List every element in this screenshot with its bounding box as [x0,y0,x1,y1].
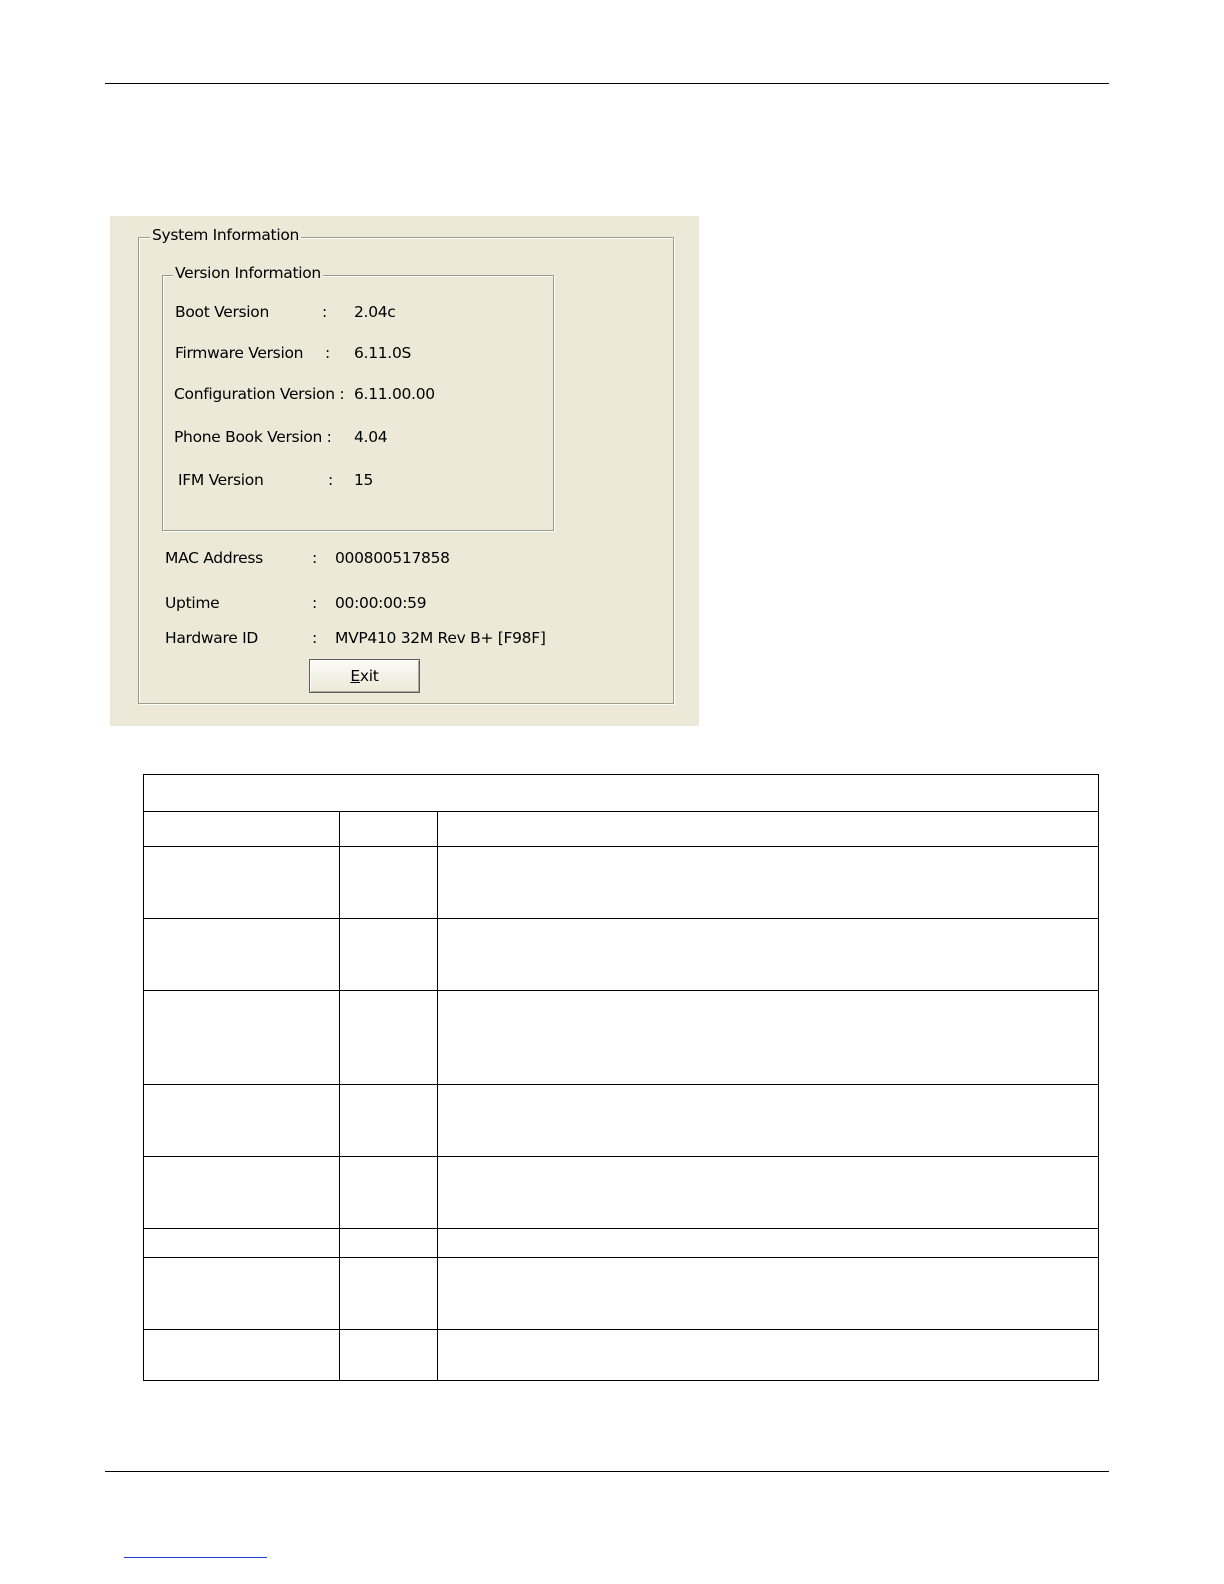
table-cell [144,991,340,1085]
table-cell [144,1258,340,1330]
table-row [144,1085,1099,1157]
firmware-version-label: Firmware Version [175,344,304,362]
table-cell [144,847,340,919]
table-cell [438,1229,1099,1258]
table-cell [340,1085,438,1157]
mac-address-colon: : [312,549,317,567]
table-row [144,1229,1099,1258]
uptime-value: 00:00:00:59 [335,594,427,612]
table-header-row [144,812,1099,847]
table-title-row [144,775,1099,812]
table-cell [438,1258,1099,1330]
exit-button-label: xit [359,667,379,685]
system-information-dialog [110,216,699,726]
table-header-cell [438,812,1099,847]
phone-book-version-label: Phone Book Version : [174,428,332,446]
uptime-colon: : [312,594,317,612]
ifm-version-colon: : [328,471,333,489]
table-cell [340,1229,438,1258]
boot-version-label: Boot Version [175,303,270,321]
version-information-title: Version Information [175,264,321,282]
hardware-id-label: Hardware ID [165,629,258,647]
footer-rule [105,1471,1109,1472]
mac-address-label: MAC Address [165,549,263,567]
table-cell [144,919,340,991]
header-rule [105,83,1109,84]
exit-button[interactable] [309,659,420,693]
table-cell [340,1258,438,1330]
configuration-version-label: Configuration Version : [174,385,345,403]
table-cell [340,1330,438,1381]
boot-version-colon: : [322,303,327,321]
configuration-version-value: 6.11.00.00 [354,385,435,403]
table-row [144,919,1099,991]
table-cell [438,919,1099,991]
table-cell [144,1157,340,1229]
hardware-id-colon: : [312,629,317,647]
table-cell [438,991,1099,1085]
footer-link-underline[interactable] [124,1557,267,1558]
table-cell [340,847,438,919]
table-row [144,1258,1099,1330]
table-cell [438,1157,1099,1229]
table-row [144,991,1099,1085]
uptime-label: Uptime [165,594,220,612]
table-header-cell [144,812,340,847]
table-title-cell [144,775,1099,812]
mac-address-value: 000800517858 [335,549,450,567]
table-cell [340,1157,438,1229]
table-cell [144,1229,340,1258]
table-cell [438,1085,1099,1157]
table-cell [438,847,1099,919]
boot-version-value: 2.04c [354,303,396,321]
exit-button-mnemonic: E [350,667,360,685]
ifm-version-label: IFM Version [178,471,264,489]
system-information-title: System Information [152,226,300,244]
ifm-version-value: 15 [354,471,374,489]
table-cell [144,1085,340,1157]
table-header-cell [340,812,438,847]
table-cell [340,919,438,991]
phone-book-version-value: 4.04 [354,428,388,446]
table-row [144,847,1099,919]
hardware-id-value: MVP410 32M Rev B+ [F98F] [335,629,546,647]
table-cell [438,1330,1099,1381]
reference-table [143,774,1099,1381]
firmware-version-value: 6.11.0S [354,344,412,362]
table-row [144,1157,1099,1229]
table-row [144,1330,1099,1381]
firmware-version-colon: : [325,344,330,362]
table-cell [144,1330,340,1381]
table-cell [340,991,438,1085]
